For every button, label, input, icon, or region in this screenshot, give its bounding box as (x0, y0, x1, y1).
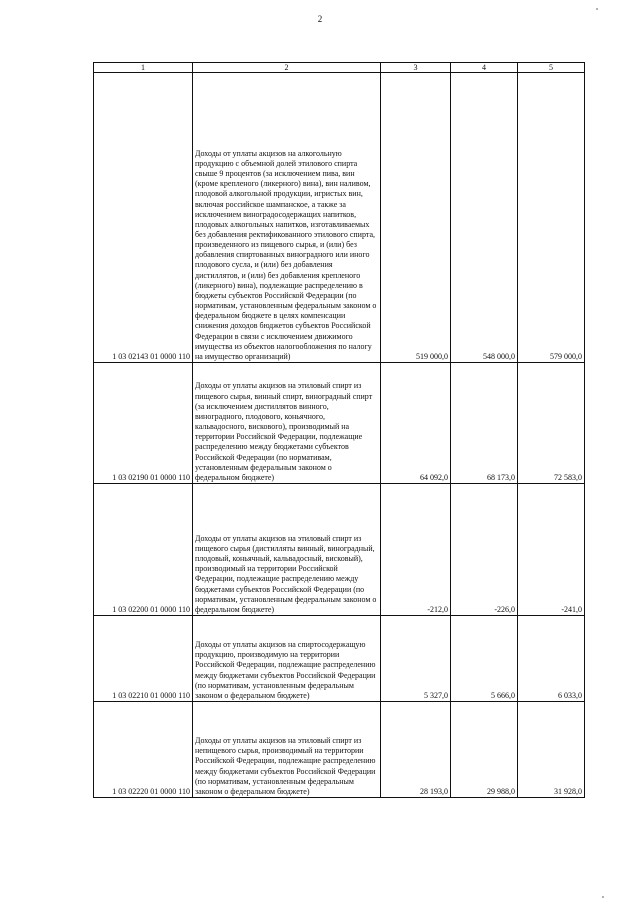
value-col5-cell: 72 583,0 (518, 363, 585, 484)
description-cell: Доходы от уплаты акцизов на этиловый спирт из пищевого сырья (дистилляты винный, виноградный, плодовый, коньячный, кальвадосный, висковый), производимый на территории Российской Федерации, подлежащие распределению между бюджетами субъектов Российской Федерации (по нормативам, установленным федеральным законом о федеральном бюджете) (193, 484, 381, 616)
column-header: 5 (518, 63, 585, 73)
value-col4-cell: -226,0 (451, 484, 518, 616)
budget-code-cell: 1 03 02143 01 0000 110 (94, 73, 193, 363)
budget-code-cell: 1 03 02190 01 0000 110 (94, 363, 193, 484)
scan-speck (596, 8, 598, 10)
value-col5-cell: 6 033,0 (518, 616, 585, 702)
scan-speck (602, 896, 604, 898)
budget-code-cell: 1 03 02200 01 0000 110 (94, 484, 193, 616)
table-row (94, 363, 585, 484)
value-col4-cell: 29 988,0 (451, 702, 518, 798)
description-cell: Доходы от уплаты акцизов на этиловый спирт из непищевого сырья, производимый на территории Российской Федерации, подлежащие распределению между бюджетами субъектов Российской Федерации (по нормативам, установленным федеральным законом о федеральном бюджете) (193, 702, 381, 798)
value-col4-cell: 5 666,0 (451, 616, 518, 702)
table-row (94, 702, 585, 798)
value-col4-cell: 68 173,0 (451, 363, 518, 484)
budget-revenue-table (93, 62, 585, 798)
budget-code-cell: 1 03 02210 01 0000 110 (94, 616, 193, 702)
column-header: 1 (94, 63, 193, 73)
value-col5-cell: 579 000,0 (518, 73, 585, 363)
value-col4-cell: 548 000,0 (451, 73, 518, 363)
table-row (94, 616, 585, 702)
value-col5-cell: 31 928,0 (518, 702, 585, 798)
column-header: 3 (381, 63, 451, 73)
value-col3-cell: 28 193,0 (381, 702, 451, 798)
page-number: 2 (317, 14, 323, 24)
value-col3-cell: 64 092,0 (381, 363, 451, 484)
table-row (94, 484, 585, 616)
description-cell: Доходы от уплаты акцизов на этиловый спирт из пищевого сырья, винный спирт, виноградный спирт (за исключением дистиллятов винного, виноградного, плодового, коньячного, кальвадосного, вискового), производимый на территории Российской Федерации, подлежащие распределению между бюджетами субъектов Российской Федерации (по нормативам, установленным федеральным законом о федеральном бюджете) (193, 363, 381, 484)
column-header: 4 (451, 63, 518, 73)
budget-code-cell: 1 03 02220 01 0000 110 (94, 702, 193, 798)
description-cell: Доходы от уплаты акцизов на алкогольную продукцию с объемной долей этилового спирта свыше 9 процентов (за исключением пива, вин (кроме крепленого (ликерного) вина), вин наливом, плодовой алкогольной продукции, игристых вин, включая российское шампанское, а также за исключением виноградосодержащих напитков, плодовых алкогольных напитков, изготавливаемых без добавления ректификованного этилового спирта, произведенного из пищевого сырья, и (или) без добавления спиртованных виноградного или иного плодового сусла, и (или) без добавления дистиллятов, и (или) без добавления крепленого (ликерного) вина), подлежащие распределению в бюджеты субъектов Российской Федерации (по нормативам, установленным федеральным законом о федеральном бюджете в целях компенсации снижения доходов бюджетов субъектов Российской Федерации в связи с исключением движимого имущества из объектов налогообложения по налогу на имущество организаций) (193, 73, 381, 363)
description-cell: Доходы от уплаты акцизов на спиртосодержащую продукцию, производимую на территории Российской Федерации, подлежащие распределению между бюджетами субъектов Российской Федерации (по нормативам, установленным федеральным законом о федеральном бюджете) (193, 616, 381, 702)
value-col5-cell: -241,0 (518, 484, 585, 616)
value-col3-cell: -212,0 (381, 484, 451, 616)
column-header: 2 (193, 63, 381, 73)
value-col3-cell: 5 327,0 (381, 616, 451, 702)
table-row (94, 73, 585, 363)
table-header-row (94, 63, 585, 73)
value-col3-cell: 519 000,0 (381, 73, 451, 363)
